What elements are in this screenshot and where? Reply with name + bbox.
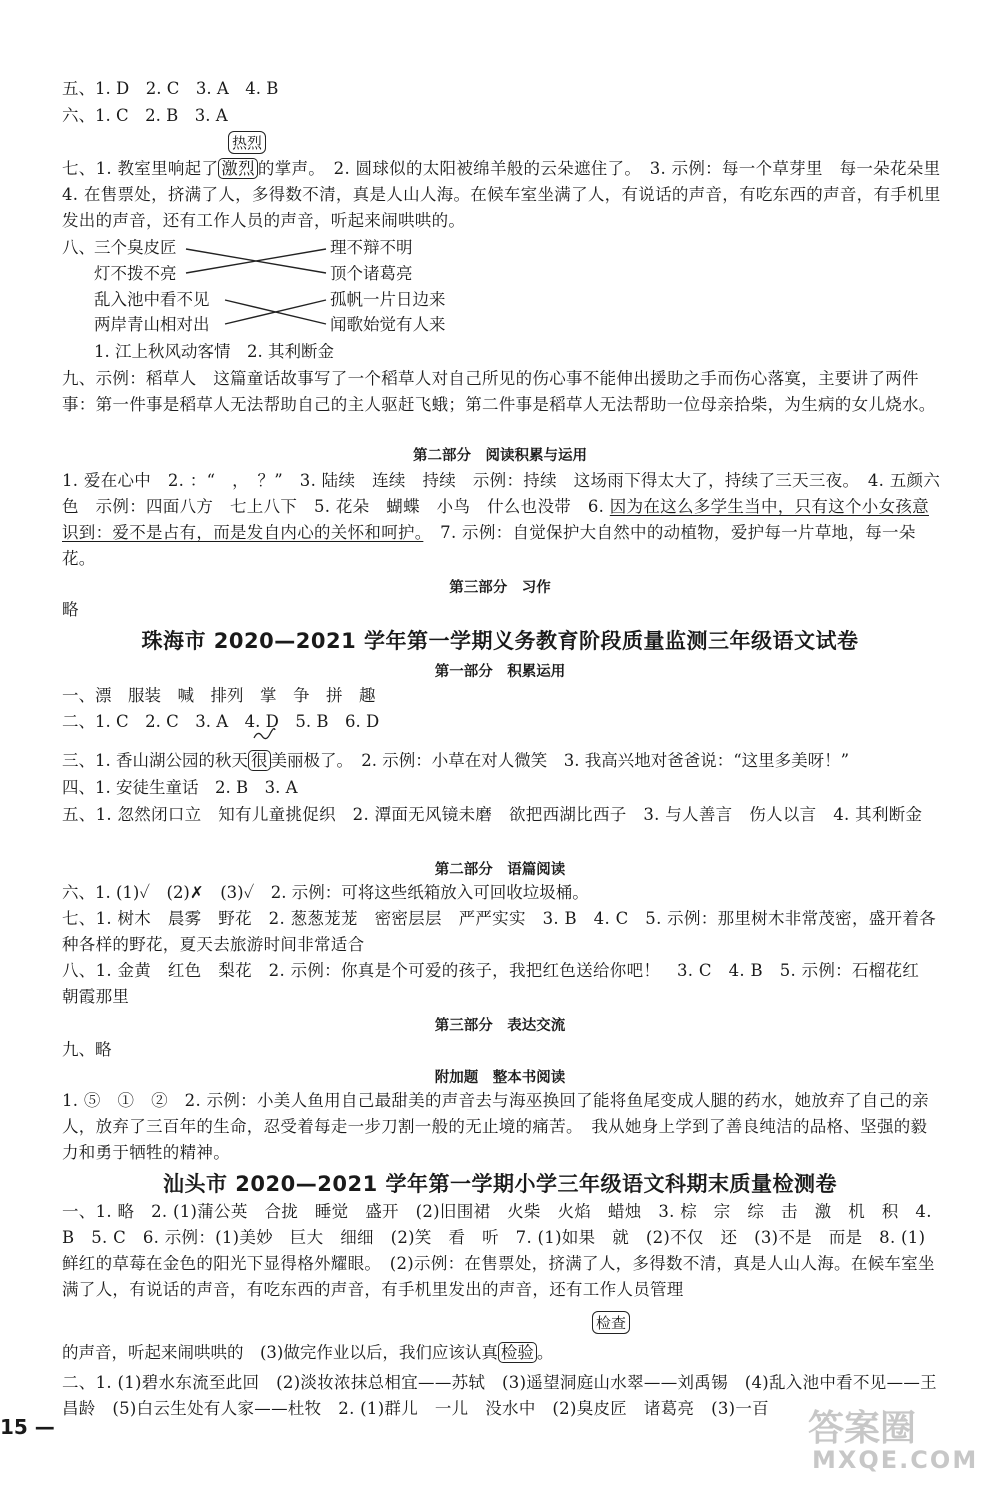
section-heading: 第三部分 习作 xyxy=(449,580,551,596)
boxed-word: 检验 xyxy=(498,1342,537,1363)
answer-line-1: 一、1. 略 2. (1)蒲公英 合拢 睡觉 盛开 (2)旧围裙 火柴 火焰 蜡烛 3. 棕 宗 综 击 激 机 积 4. B 5. C 6. 示例：(1)美妙 巨大 细细 (2)笑 看 听 7. (1)如果 就 (2)不仅 还 (3)不是 而是 8. (1)鲜红的草莓在金色的阳光下显得格外耀眼。 (2)示例：在售票处，挤满了人，多得数不清，真是人山人海。在候车室坐满了人，有说话的声音，有吃东西的声音，有手机里发出的声音，还有工作人员管理 xyxy=(62,1202,935,1299)
page-number: 15 — xyxy=(0,1415,55,1439)
watermark-logo: 答案圈 xyxy=(808,1408,917,1449)
answer-omitted: 略 xyxy=(62,600,79,619)
correction-callout: 热烈 xyxy=(228,131,266,154)
answer-line-5: 五、1. D 2. C 3. A 4. B xyxy=(62,79,279,98)
match-left-3: 乱入池中看不见 xyxy=(94,290,210,309)
answer-line-7: 七、1. 树木 晨雾 野花 2. 葱葱茏茏 密密层层 严严实实 3. B 4. C 5. 示例：那里树木非常茂密，盛开着各种各样的野花，夏天去旅游时间非常适合 xyxy=(62,909,936,954)
answer-line-4: 四、1. 安徒生童话 2. B 3. A xyxy=(62,778,298,797)
boxed-word: 激烈 xyxy=(218,158,258,179)
answer-q9: 九、示例：稻草人 这篇童话故事写了一个稻草人对自己所见的伤心事不能伸出援助之手而伤心落寞，主要讲了两件事：第一件事是稻草人无法帮助自己的主人驱赶飞蛾；第二件事是稻草人无法帮助一位母亲拾柴，为生病的女儿烧水。 xyxy=(62,369,936,414)
answer-q7: 七、1. 教室里响起了 激烈 的掌声。 2. 圆球似的太阳被绵羊般的云朵遮住了。 3. 示例：每一个草芽里 每一朵花朵里 4. 在售票处，挤满了人，多得数不清，真是人山人海。在候车室坐满了人，有说话的声音，有吃东西的声音，有手机里发出的声音，还有工作人员的声音，听起来闹哄哄的。 xyxy=(62,159,958,230)
answer-line-2: 二、1. (1)碧水东流至此回 (2)淡妆浓抹总相宜——苏轼 (3)遥望洞庭山水翠——刘禹锡 (4)乱入池中看不见——王昌龄 (5)白云生处有人家——杜牧 2. (1)群儿 一儿 没水中 (2)臭皮匠 诸葛亮 (3)一百 xyxy=(62,1373,937,1418)
correction-callout: 检查 xyxy=(592,1311,630,1334)
section-heading: 附加题 整本书阅读 xyxy=(434,1070,566,1086)
section-heading: 第二部分 语篇阅读 xyxy=(434,862,566,878)
answer-line-8: 八、1. 金黄 红色 梨花 2. 示例：你真是个可爱的孩子，我把红色送给你吧！ 3. C 4. B 5. 示例：石榴花红 朝霞那里 xyxy=(62,961,936,1006)
answer-line-6: 六、1. C 2. B 3. A xyxy=(62,106,228,125)
answer-line-1-tail: 的声音，听起来闹哄哄的 (3)做完作业以后，我们应该认真 检验 。 xyxy=(62,1343,554,1362)
match-right-2: 顶个诸葛亮 xyxy=(330,264,413,283)
underlined-answer: 因为在这么多学生当中，只有这个小女孩意识到：爱不是占有，而是发自内心的关怀和呵护。 xyxy=(62,497,929,542)
boxed-word: 很 xyxy=(248,750,271,771)
answer-line-6: 六、1. (1)✓ (2)✗ (3)✓ 2. 示例：可将这些纸箱放入可回收垃圾桶。 xyxy=(62,883,589,902)
answer-line-9: 九、略 xyxy=(62,1040,112,1059)
answer-line-5: 五、1. 忽然闭口立 知有儿童挑促织 2. 潭面无风镜未磨 欲把西湖比西子 3. 与人善言 伤人以言 4. 其利断金 xyxy=(62,805,923,824)
match-left-1: 三个臭皮匠 xyxy=(94,238,177,257)
match-left-4: 两岸青山相对出 xyxy=(94,315,210,334)
insertion-mark xyxy=(252,728,276,742)
matching-label: 八、 xyxy=(62,238,95,257)
section-heading: 第三部分 表达交流 xyxy=(434,1018,566,1034)
match-left-2: 灯不拨不亮 xyxy=(94,264,177,283)
answer-line-3: 三、1. 香山湖公园的秋天 很 美丽极了。 2. 示例：小草在对人微笑 3. 我高兴地对爸爸说：“这里多美呀！” xyxy=(62,751,850,770)
watermark-url: MXQE.COM xyxy=(812,1446,979,1474)
section-heading: 第一部分 积累运用 xyxy=(434,664,566,680)
match-right-1: 理不辩不明 xyxy=(330,238,413,257)
answer-q8-sub: 1. 江上秋风动客情 2. 其利断金 xyxy=(94,342,334,361)
answer-line-2: 二、1. C 2. C 3. A 4. D 5. B 6. D xyxy=(62,712,380,731)
answer-line-1: 一、漂 服装 喊 排列 掌 争 拼 趣 xyxy=(62,686,376,705)
exam-title: 珠海市 2020—2021 学年第一学期义务教育阶段质量监测三年级语文试卷 xyxy=(141,629,859,653)
match-right-3: 孤帆一片日边来 xyxy=(330,290,446,309)
section-heading: 第二部分 阅读积累与运用 xyxy=(413,448,587,464)
match-right-4: 闻歌始觉有人来 xyxy=(330,315,446,334)
answer-part2: 1. 爱在心中 2. ：“ ， ？” 3. 陆续 连续 持续 示例：持续 这场雨下得太大了，持续了三天三夜。 4. 五颜六色 示例：四面八方 七上八下 5. 花朵 蝴蝶 小鸟 什么也没带 6. 因为在这么多学生当中，只有这个小女孩意识到：爱不是占有，而是发自内心的关怀和呵护。 7. 示例：自觉保护大自然中的动植物，爱护每一片草地，每一朵花。 xyxy=(62,471,941,568)
answer-extra: 1. ⑤ ① ② 2. 示例：小美人鱼用自己最甜美的声音去与海巫换回了能将鱼尾变成人腿的药水，她放弃了自己的亲人，放弃了三百年的生命，忍受着每走一步刀割一般的无止境的痛苦。 我从她身上学到了善良纯洁的品格、坚强的毅力和勇于牺牲的精神。 xyxy=(62,1091,929,1162)
exam-title: 汕头市 2020—2021 学年第一学期小学三年级语文科期末质量检测卷 xyxy=(162,1172,837,1196)
